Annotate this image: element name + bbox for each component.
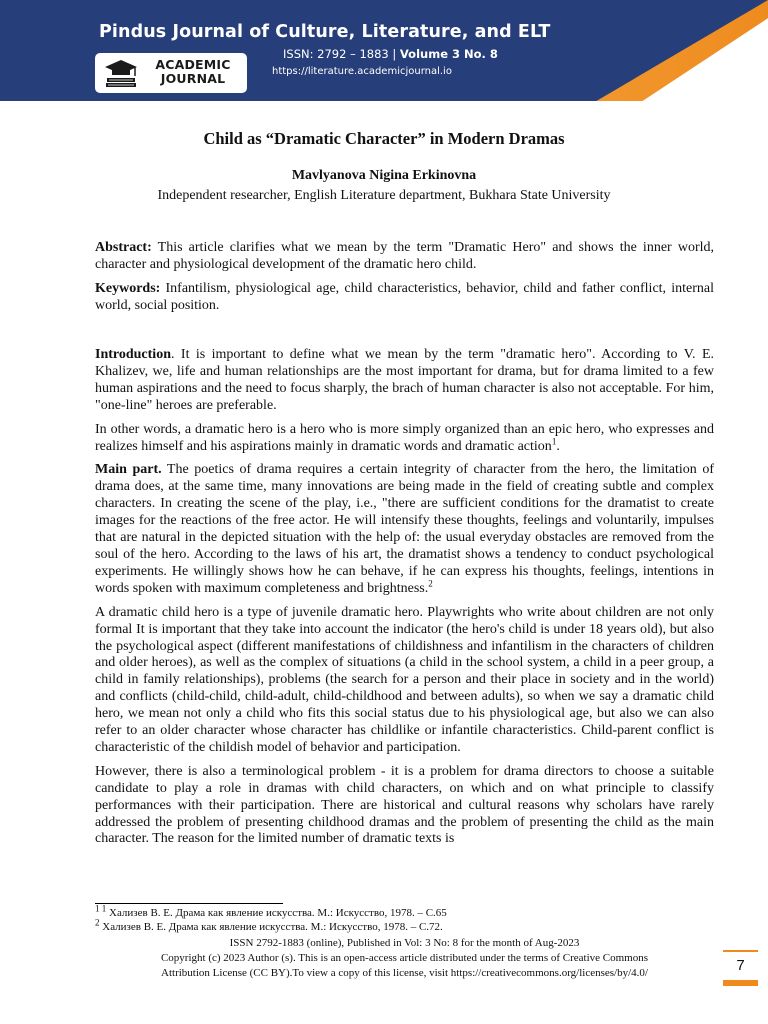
journal-url[interactable]: https://literature.academicjournal.io <box>272 66 452 77</box>
footnote-ref-1[interactable]: 1 <box>551 435 557 446</box>
logo-line-journal: JOURNAL <box>160 71 226 86</box>
keywords-text: Infantilism, physiological age, child characteristics, behavior, child and father conflict, internal world, social position. <box>95 280 714 313</box>
volume-text: Volume 3 No. 8 <box>399 47 498 61</box>
logo-line-academic: ACADEMIC <box>155 57 231 72</box>
footnote-2-text: Хализев В. Е. Драма как явление искусства. М.: Искусство, 1978. – С.72. <box>99 921 443 933</box>
introduction-paragraph <box>95 347 714 415</box>
issn-volume-line <box>283 47 498 61</box>
license-link-line[interactable]: Attribution License (CC BY).To view a copy of this license, visit https://creativecommons.org/licenses/by/4.0/ <box>161 967 648 979</box>
footnote-ref-2[interactable]: 2 <box>428 578 433 589</box>
footnote-1 <box>95 903 447 919</box>
paragraph-2-text: In other words, a dramatic hero is a hero who is more simply organized than an epic hero, who expresses and realizes himself and his aspirations mainly in dramatic words and dramatic action <box>95 421 714 454</box>
abstract-text: This article clarifies what we mean by the term "Dramatic Hero" and shows the inner world, character and physiological development of the dramatic hero child. <box>95 240 714 272</box>
introduction-label: Introduction <box>95 347 171 362</box>
abstract-section <box>95 240 714 322</box>
journal-header-banner <box>0 0 768 101</box>
footnote-2-marker: 2 <box>95 917 100 928</box>
body-paragraph-5 <box>95 764 714 849</box>
footnote-1-text: Хализев В. Е. Драма как явление искусства. М.: Искусство, 1978. – С.65 <box>106 907 447 919</box>
abstract-label: Abstract: <box>95 240 152 255</box>
main-part-label: Main part. <box>95 462 162 478</box>
graduation-cap-books-icon <box>101 57 141 90</box>
main-part-text: The poetics of drama requires a certain integrity of character from the hero, the limitation of drama does, at the same time, many innovations are being made in the field of creating subtle and complex characters. In creating the scene of the play, i.e., "there are sufficient conditions for the dramatist to create images for the reactions of the free actor. He will intensify these thoughts, feelings and voluntarily, impulses that are natural in the depicted situation with the help of: the usual everyday obstacles are removed from the soul of the hero. According to the laws of his art, the dramatist shows a tendency to conduct psychological experiments. He willingly shows how he can behave, if he can express his thoughts, feelings, intentions in words spoken with maximum completeness and brightness. <box>95 462 714 596</box>
footnote-divider <box>95 903 283 904</box>
publication-info: ISSN 2792-1883 (online), Published in Vol: 3 No: 8 for the month of Aug-2023 <box>229 937 580 949</box>
article-body <box>95 347 714 855</box>
page-number: 7 <box>723 950 758 986</box>
introduction-text: . It is important to define what we mean by the term "dramatic hero". According to V. E. Khalizev, we, life and human relationships are the most important for drama, but for drama limited to a few human aspirations and the need to focus sharply, the brach of human character is also not acceptable. For him, "one-line" heroes are preferable. <box>95 347 714 413</box>
body-paragraph-4 <box>95 605 714 757</box>
issn-text: ISSN: 2792 – 1883 | <box>283 47 400 61</box>
logo-text <box>143 58 243 86</box>
copyright-line: Copyright (c) 2023 Author (s). This is an open-access article distributed under the terms of Creative Commons <box>160 952 649 964</box>
keywords-label: Keywords: <box>95 280 161 296</box>
footnote-1-marker: 1 1 <box>95 903 107 914</box>
footnote-2 <box>95 917 443 933</box>
keywords-paragraph <box>95 281 714 315</box>
license-footer <box>95 936 714 981</box>
author-affiliation: Independent researcher, English Literature department, Bukhara State University <box>157 188 611 203</box>
abstract-paragraph <box>95 240 714 274</box>
academic-journal-logo <box>95 53 247 93</box>
main-part-paragraph <box>95 462 714 597</box>
paragraph-2-end: . <box>556 438 560 454</box>
author-name: Mavlyanova Nigina Erkinovna <box>291 168 477 183</box>
article-title: Child as “Dramatic Character” in Modern Dramas <box>203 129 565 148</box>
body-paragraph-2 <box>95 422 714 456</box>
paragraph-4-text: A dramatic child hero is a type of juvenile dramatic hero. Playwrights who write about children are not only formal It is important that they take into account the indicator (the hero's child is under 18 years old), but also the psychological aspect (different manifestations of childishness and infantilism in the characters of children and older heroes), as well as the complex of situations (a child in the school system, a child in a peer group, a child in family relationships), problems (the search for a person and their place in society and in the world) and conflicts (child-child, child-adult, child-childhood and between adults), so when we say a dramatic child hero, we mean not only a child who fits this social status due to his physiological age, but also we can also refer to an older character whose character has childlike or infantile characteristics. Child-parent conflict is characteristic of the childish model of behavior and participation. <box>95 604 714 755</box>
paragraph-5-text: However, there is also a terminological problem - it is a problem for drama directors to choose a suitable candidate to play a role in dramas with child characters, on which and on what principle to classify performances with their participation. There are historical and cultural reasons why scholars have rarely addressed the problem of presenting childhood dramas and the problem of presenting the child as the main character. The reason for the limited number of dramatic texts is <box>95 763 714 847</box>
journal-title: Pindus Journal of Culture, Literature, and ELT <box>99 22 551 42</box>
